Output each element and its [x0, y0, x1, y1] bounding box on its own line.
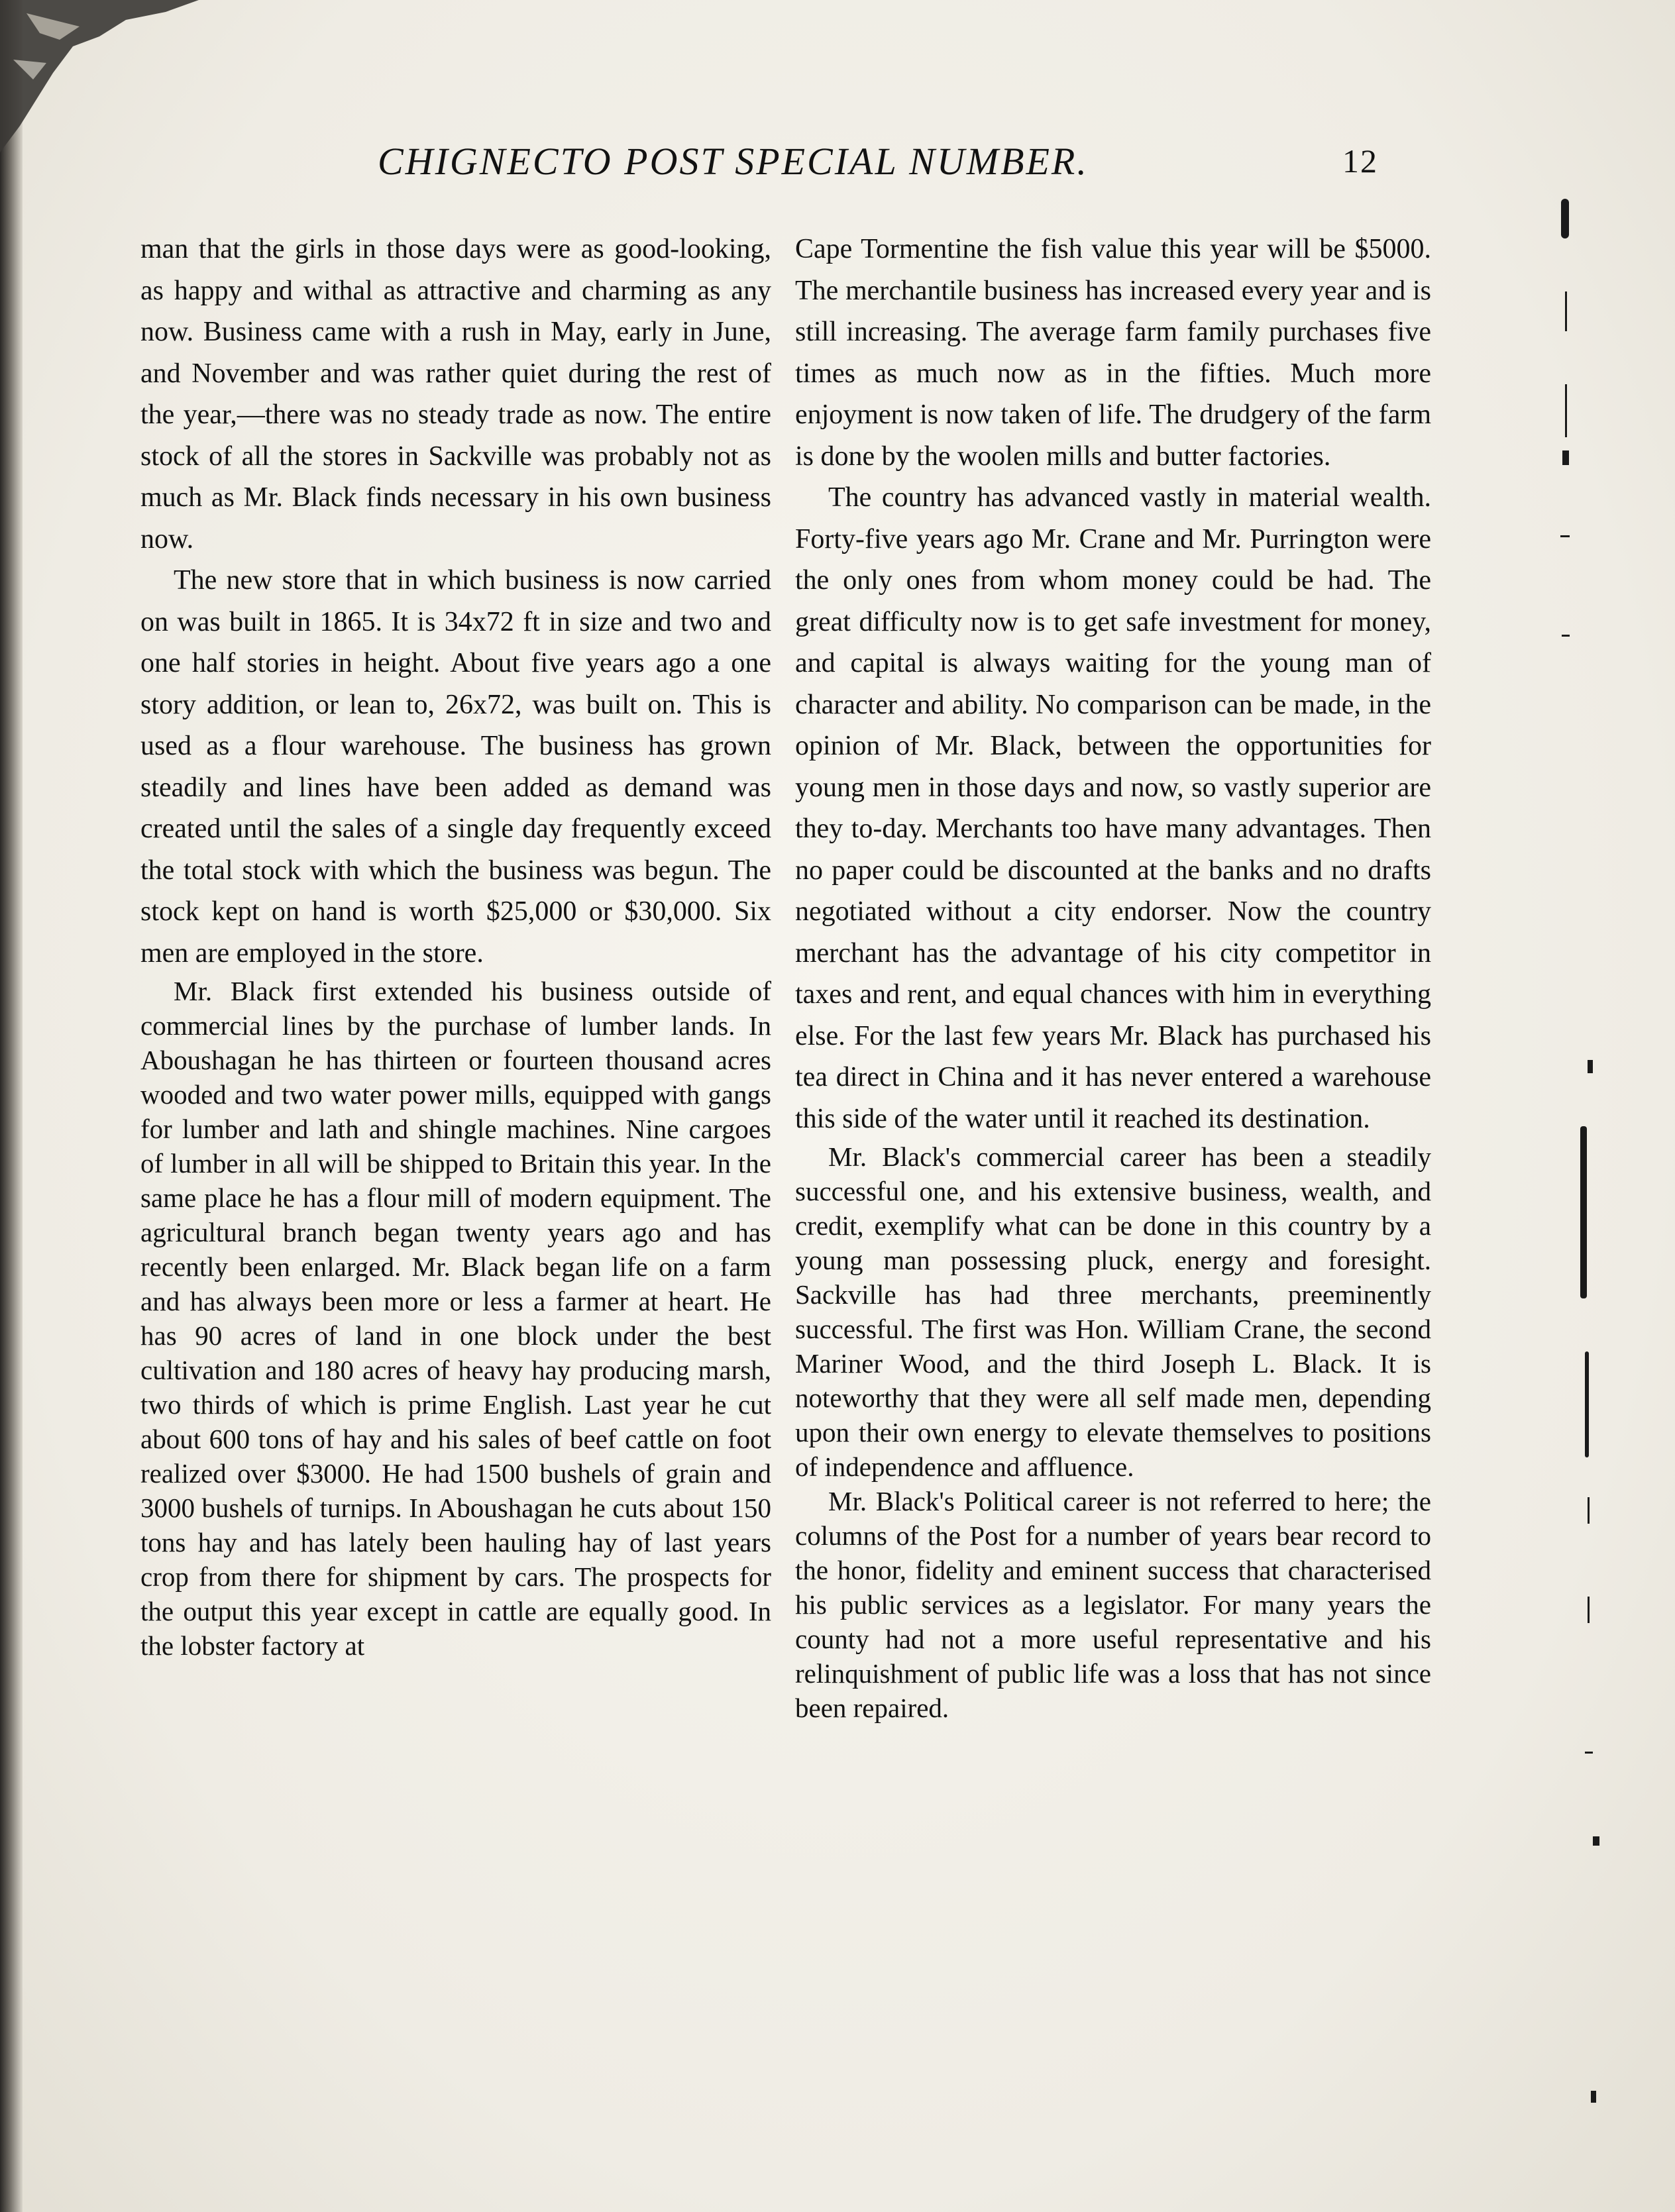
margin-ink-mark: [1585, 1351, 1589, 1457]
paragraph: Cape Tormentine the fish value this year will be $5000. The merchantile business has increased every year and is still increasing. The average farm family purchases five times as much now as in the fifties. Much more enjoyment is now taken of life. The drudgery of the farm is done by the woolen mills and butter factories.: [795, 234, 1431, 472]
margin-ink-mark: [1588, 1497, 1590, 1524]
margin-ink-mark: [1588, 1060, 1593, 1073]
margin-ink-mark: [1560, 535, 1570, 537]
margin-ink-mark: [1562, 450, 1569, 465]
paragraph: Mr. Black's commercial career has been a steadily successful one, and his extensive business, wealth, and credit, exemplify what can be done in this country by a young man possessing pluck, energy and foresight. Sackville has had three merchants, preeminently successful. The first was Hon. William Crane, the second Mariner Wood, and the third Joseph L. Black. It is noteworthy that they were all self made men, depending upon their own energy to elevate themselves to positions of independence and affluence.: [795, 1141, 1431, 1482]
margin-ink-mark: [1561, 199, 1569, 238]
paragraph: man that the girls in those days were as good-looking, as happy and withal as attractive and charming as any now. Business came with a rush in May, early in June, and November and was rather quiet during the rest of the year,—there was no steady trade as now. The entire stock of all the stores in Sackville was probably not as much as Mr. Black finds necessary in his own business now.: [140, 234, 771, 554]
margin-ink-mark: [1591, 2091, 1596, 2103]
page-header: [358, 139, 1458, 199]
margin-ink-mark: [1593, 1836, 1599, 1846]
page-number: 12: [1342, 142, 1378, 180]
publication-title: CHIGNECTO POST SPECIAL NUMBER.: [378, 140, 1089, 183]
margin-ink-mark: [1562, 635, 1570, 637]
paragraph: The new store that in which business is now carried on was built in 1865. It is 34x72 ft in size and two and one half stories in height. About five years ago a one story addition, or lean to, 26x72, was built on. This is used as a flour warehouse. The business has grown steadily and lines have been added as demand was created until the sales of a single day frequently exceed the total stock with which the business was begun. The stock kept on hand is worth $25,000 or $30,000. Six men are employed in the store.: [140, 565, 771, 969]
margin-ink-mark: [1585, 1752, 1593, 1754]
left-text-column: [140, 229, 771, 1663]
right-text-column: [795, 229, 1431, 1725]
margin-ink-mark: [1580, 1126, 1587, 1298]
page-binding-edge: [0, 0, 23, 2212]
torn-corner-graphic: [0, 0, 199, 152]
paragraph: Mr. Black's Political career is not referred to here; the columns of the Post for a number of years bear record to the honor, fidelity and eminent success that characterised his public services as a legislator. For many years the county had not a more useful representative and his relinquishment of public life was a loss that has not since been repaired.: [795, 1486, 1431, 1723]
paragraph: The country has advanced vastly in material wealth. Forty-five years ago Mr. Crane and Mr. Purrington were the only ones from whom money could be had. The great difficulty now is to get safe investment for money, and capital is always waiting for the young man of character and ability. No comparison can be made, in the opinion of Mr. Black, between the opportunities for young men in those days and now, so vastly superior are they to-day. Merchants too have many advantages. Then no paper could be discounted at the banks and no drafts negotiated without a city endorser. Now the country merchant has the advantage of his city competitor in taxes and rent, and equal chances with him in everything else. For the last few years Mr. Black has purchased his tea direct in China and it has never entered a warehouse this side of the water until it reached its destination.: [795, 482, 1431, 1134]
margin-ink-mark: [1588, 1597, 1590, 1623]
margin-ink-mark: [1565, 291, 1567, 331]
margin-ink-mark: [1565, 384, 1567, 437]
paragraph: Mr. Black first extended his business outside of commercial lines by the purchase of lumber lands. In Aboushagan he has thirteen or fourteen thousand acres wooded and two water power mills, equipped with gangs for lumber and lath and shingle machines. Nine cargoes of lumber in all will be shipped to Britain this year. In the same place he has a flour mill of modern equipment. The agricultural branch began twenty years ago and has recently been enlarged. Mr. Black began life on a farm and has always been more or less a farmer at heart. He has 90 acres of land in one block under the best cultivation and 180 acres of heavy hay producing marsh, two thirds of which is prime English. Last year he cut about 600 tons of hay and his sales of beef cattle on foot realized over $3000. He had 1500 bushels of grain and 3000 bushels of turnips. In Aboushagan he cuts about 150 tons hay and has lately been hauling hay of last years crop from there for shipment by cars. The prospects for the output this year except in cattle are equally good. In the lobster factory at: [140, 976, 771, 1661]
